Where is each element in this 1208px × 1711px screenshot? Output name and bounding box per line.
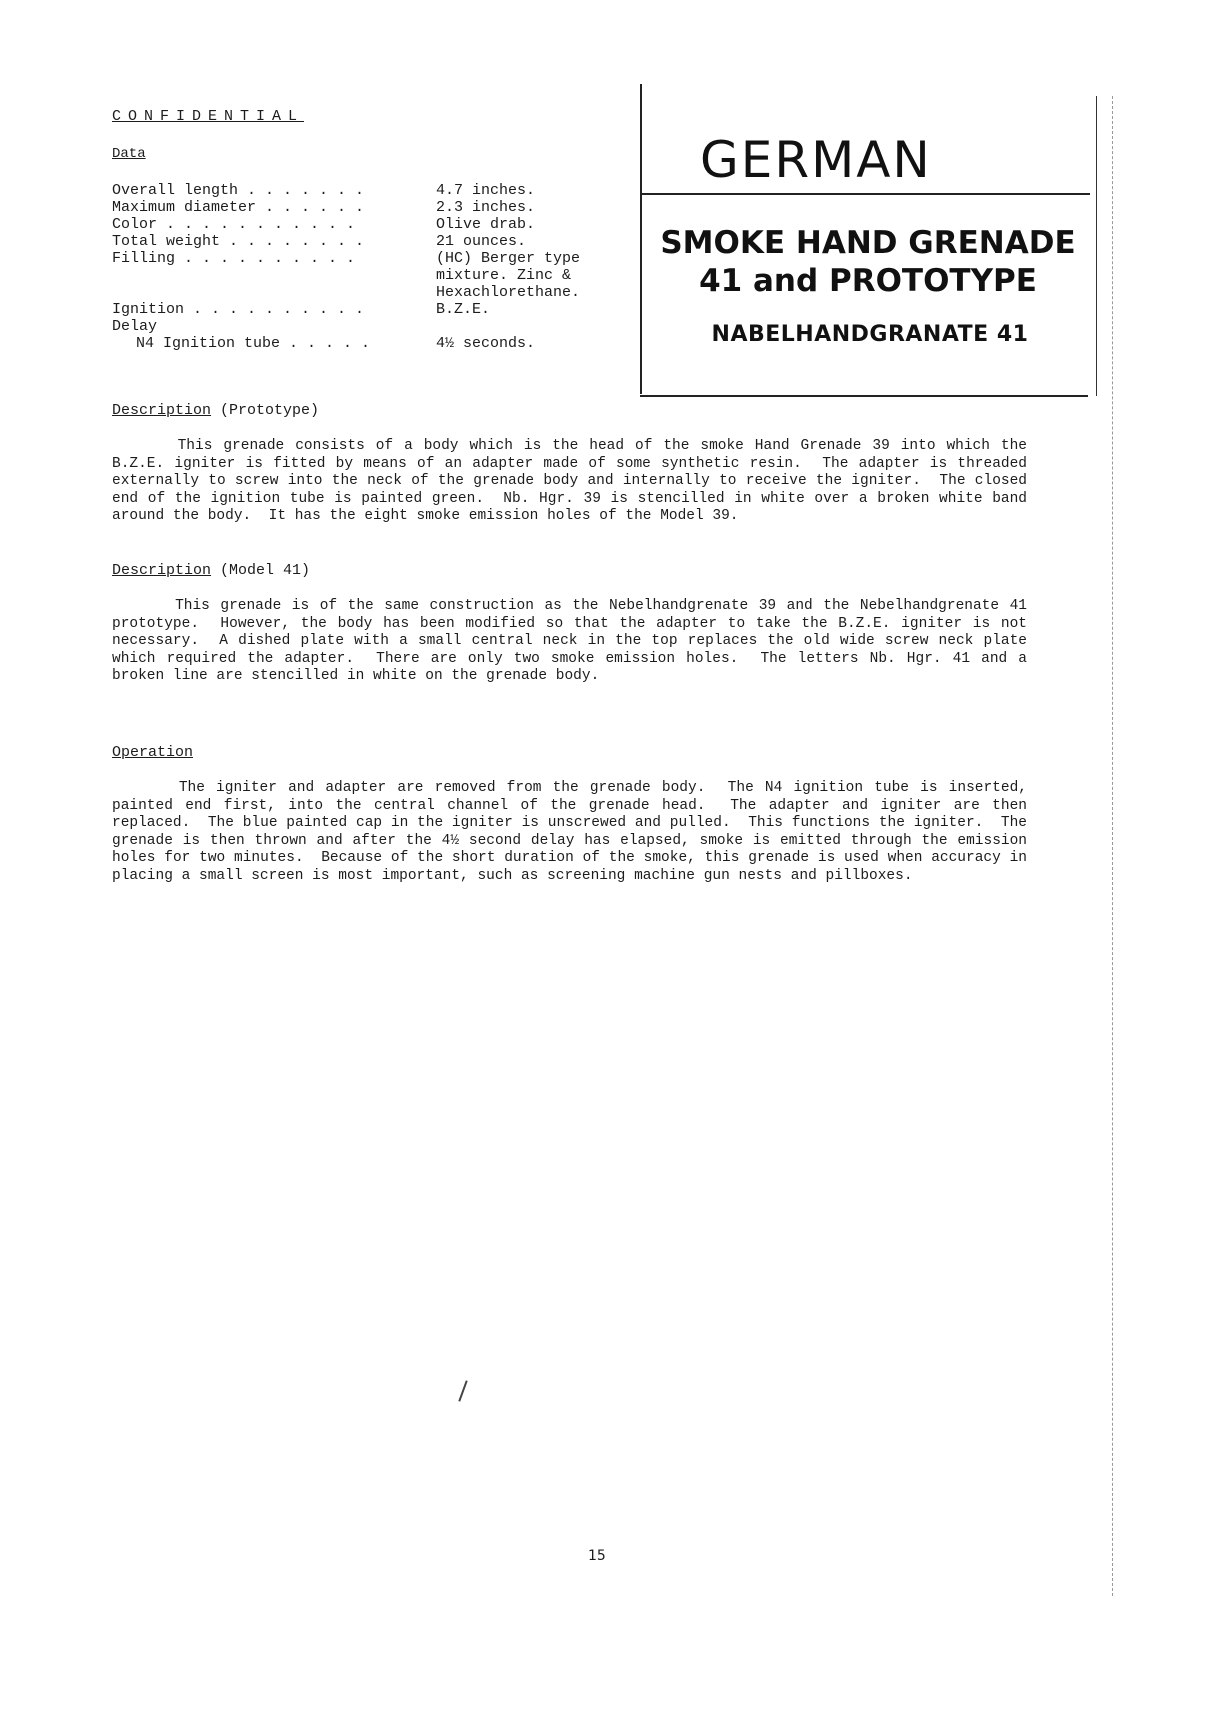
spec-row-filling [112, 250, 632, 301]
spec-label: Delay [112, 318, 158, 335]
spec-value: B.Z.E. [436, 301, 491, 318]
title-box-divider [640, 193, 1090, 195]
country-title: GERMAN [700, 131, 932, 189]
spec-value: 4.7 inches. [436, 182, 536, 199]
section-heading-note: (Prototype) [220, 402, 320, 419]
section-body-description-model-41: This grenade is of the same construction as the Nebelhandgrenate 39 and the Nebelhandgrenate 41 prototype. However, the body has been modified so that the adapter to take the B.Z.E. igniter is not necessary. A dished plate with a small central neck in the top replaces the old wide screw neck plate which required the adapter. There are only two smoke emission holes. The letters Nb. Hgr. 41 and a broken line are stencilled in white on the grenade body. [112, 598, 1036, 684]
document-subtitle: NABELHANDGRANATE 41 [711, 322, 1029, 347]
specifications-table [112, 182, 632, 352]
section-body-operation: The igniter and adapter are removed from the grenade body. The N4 ignition tube is inserted, painted end first, into the central channel of the grenade head. The adapter and igniter are then replaced. The blue painted cap in the igniter is unscrewed and pulled. This functions the igniter. The grenade is then thrown and after the 4½ second delay has elapsed, smoke is emitted through the emission holes for two minutes. Because of the short duration of the smoke, this grenade is used when accuracy in placing a small screen is most important, such as screening machine gun nests and pillboxes. [112, 780, 1036, 884]
section-heading-main: Description [112, 402, 212, 419]
spec-label: Color . . . . . . . . . . . [112, 216, 356, 233]
data-heading: Data [112, 146, 146, 162]
spec-label: Overall length . . . . . . . [112, 182, 365, 199]
document-title [648, 224, 1088, 300]
spec-value: 21 ounces. [436, 233, 527, 250]
section-heading-main: Operation [112, 744, 194, 761]
spec-value: 2.3 inches. [436, 199, 536, 216]
spec-row-ignition-tube [112, 335, 632, 352]
section-heading-operation [112, 744, 193, 761]
title-box-right-border [1096, 96, 1097, 396]
spec-label: N4 Ignition tube . . . . . [136, 335, 371, 352]
spec-row-color [112, 216, 632, 233]
spec-label: Ignition . . . . . . . . . . [112, 301, 365, 318]
section-heading-description-prototype [112, 402, 319, 419]
spec-value: (HC) Berger type mixture. Zinc & Hexachlorethane. [436, 250, 581, 301]
section-heading-description-model-41 [112, 562, 310, 579]
title-box-left-border [640, 84, 642, 394]
spec-row-total-weight [112, 233, 632, 250]
spec-row-delay [112, 318, 632, 335]
spec-value: 4½ seconds. [436, 335, 536, 352]
section-heading-main: Description [112, 562, 212, 579]
document-title-line-2: 41 and PROTOTYPE [699, 263, 1037, 299]
scan-edge-line [1112, 96, 1114, 1596]
spec-label: Total weight . . . . . . . . [112, 233, 365, 250]
document-title-line-1: SMOKE HAND GRENADE [660, 225, 1076, 261]
page-number: 15 [588, 1548, 606, 1564]
scan-artifact-mark [458, 1380, 467, 1401]
section-heading-note: (Model 41) [220, 562, 311, 579]
spec-row-ignition [112, 301, 632, 318]
spec-row-overall-length [112, 182, 632, 199]
spec-label: Filling . . . . . . . . . . [112, 250, 356, 267]
spec-value: Olive drab. [436, 216, 536, 233]
title-box-bottom-border [640, 395, 1088, 397]
spec-label: Maximum diameter . . . . . . [112, 199, 365, 216]
section-body-description-prototype: This grenade consists of a body which is the head of the smoke Hand Grenade 39 into which the B.Z.E. igniter is fitted by means of an adapter made of some synthetic resin. The adapter is threaded externally to screw into the neck of the grenade body and internally to receive the igniter. The closed end of the ignition tube is painted green. Nb. Hgr. 39 is stencilled in white over a broken white band around the body. It has the eight smoke emission holes of the Model 39. [112, 438, 1036, 524]
classification-label: CONFIDENTIAL [112, 108, 305, 125]
spec-row-maximum-diameter [112, 199, 632, 216]
